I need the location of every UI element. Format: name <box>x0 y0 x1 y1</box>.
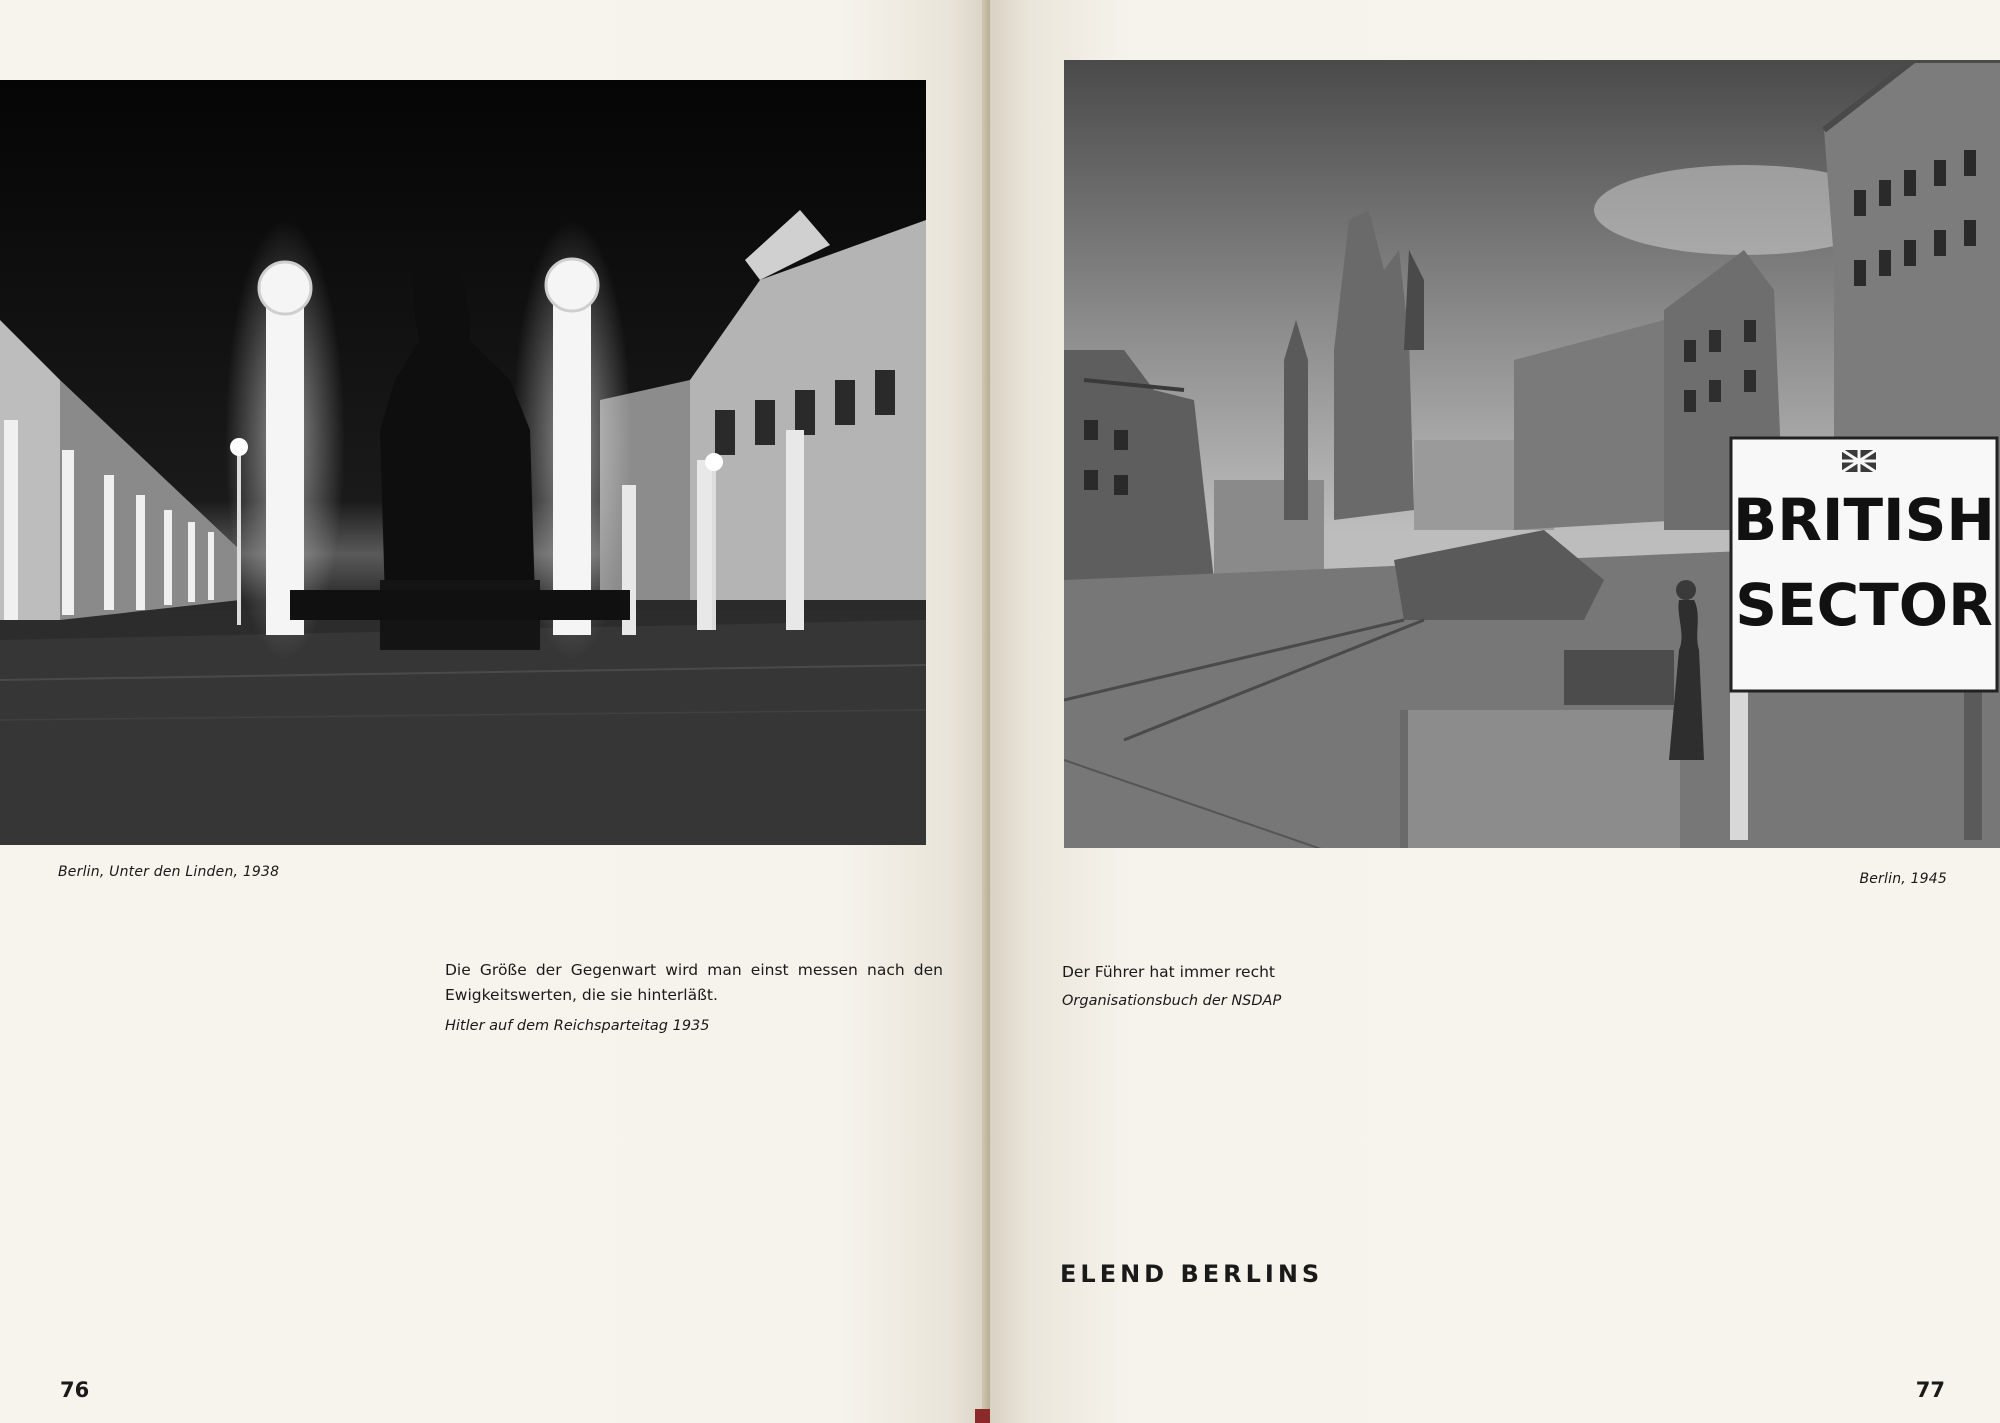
sign-text-sector: SECTOR <box>1735 571 1993 639</box>
quote-attribution: Hitler auf dem Reichsparteitag 1935 <box>445 1018 710 1034</box>
photo-caption: Berlin, 1945 <box>1859 871 1947 887</box>
sign-text-british: BRITISH <box>1733 486 1995 554</box>
quote-text: Die Größe der Gegenwart wird man einst messen nach den Ewigkeitswerten, die sie hinterläßt. <box>445 961 943 1004</box>
page-number: 76 <box>60 1378 90 1402</box>
quote-attribution: Organisationsbuch der NSDAP <box>1062 993 1282 1009</box>
right-page <box>990 0 2000 1423</box>
chapter-heading-right: ELEND BERLINS <box>1060 1260 1324 1288</box>
photo-caption: Berlin, Unter den Linden, 1938 <box>58 864 280 880</box>
quote-text: Der Führer hat immer recht <box>1062 963 1276 981</box>
quote-block <box>445 958 943 1039</box>
photo-berlin-1945-ruins <box>1064 60 2000 848</box>
photo-unter-den-linden-night <box>0 80 926 845</box>
quote-block <box>1062 960 1482 1014</box>
page-number: 77 <box>1915 1378 1945 1402</box>
left-page <box>0 0 990 1423</box>
